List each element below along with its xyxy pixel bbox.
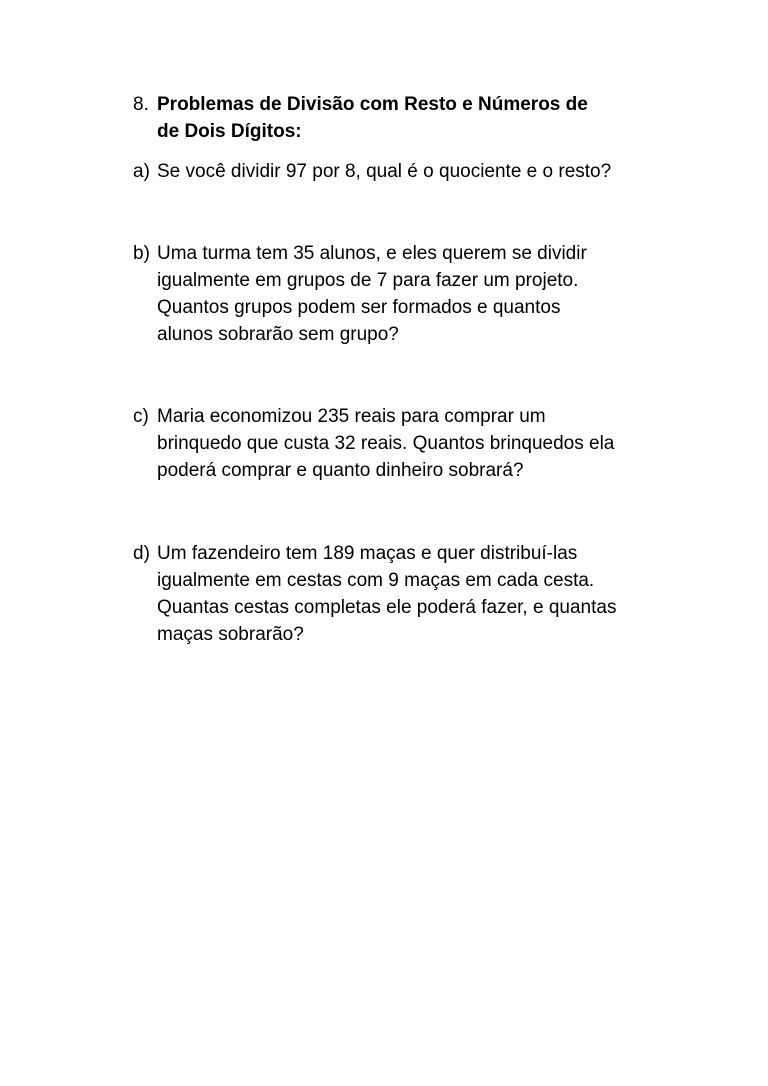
problem-marker: a) [133, 161, 150, 182]
problem-row [133, 540, 693, 648]
heading-line: de Dois Dígitos: [157, 121, 302, 142]
problem-row [133, 158, 693, 185]
problem-line: Maria economizou 235 reais para comprar um [157, 406, 546, 427]
problem-text [157, 403, 693, 484]
exercise-heading [133, 91, 693, 145]
problem-row [133, 403, 693, 484]
problem-a [133, 158, 693, 185]
problem-c [133, 403, 693, 484]
problem-text [157, 158, 693, 185]
problem-line: maças sobrarão? [157, 624, 304, 645]
problem-line: igualmente em cestas com 9 maças em cada cesta. [157, 570, 595, 591]
problem-b [133, 240, 693, 348]
problem-marker: c) [133, 406, 149, 427]
heading-text [157, 91, 693, 145]
problem-marker: b) [133, 243, 150, 264]
problem-line: Uma turma tem 35 alunos, e eles querem se dividir [157, 243, 587, 264]
problem-line: Se você dividir 97 por 8, qual é o quociente e o resto? [157, 161, 612, 182]
problem-line: igualmente em grupos de 7 para fazer um projeto. [157, 270, 579, 291]
problem-line: Quantas cestas completas ele poderá fazer, e quantas [157, 597, 617, 618]
heading-line: Problemas de Divisão com Resto e Números de [157, 94, 588, 115]
problem-line: Quantos grupos podem ser formados e quantos [157, 297, 561, 318]
problem-marker: d) [133, 543, 150, 564]
problem-line: alunos sobrarão sem grupo? [157, 324, 399, 345]
problem-d [133, 540, 693, 648]
problem-text [157, 240, 693, 348]
problem-line: brinquedo que custa 32 reais. Quantos brinquedos ela [157, 433, 615, 454]
problem-row [133, 240, 693, 348]
heading-row [133, 91, 693, 145]
problem-line: Um fazendeiro tem 189 maças e quer distribuí-las [157, 543, 578, 564]
problem-text [157, 540, 693, 648]
exercise-number: 8. [133, 94, 149, 115]
problem-line: poderá comprar e quanto dinheiro sobrará? [157, 460, 524, 481]
